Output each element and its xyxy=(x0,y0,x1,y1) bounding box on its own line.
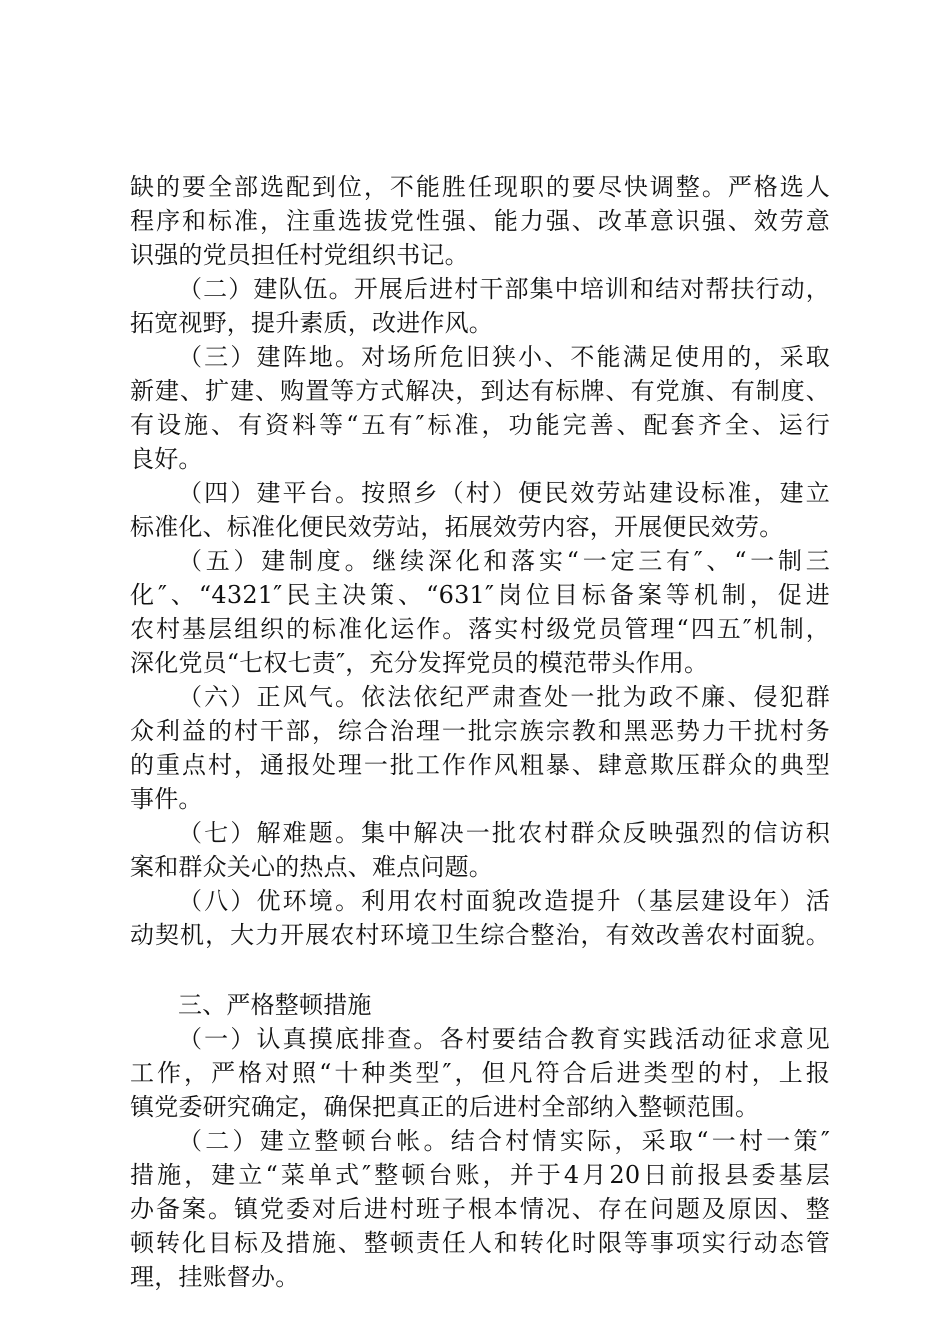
text-line: 顿转化目标及措施、整顿责任人和转化时限等事项实行动态管 xyxy=(130,1229,830,1257)
text-line: 拓宽视野，提升素质，改进作风。 xyxy=(130,309,493,337)
text-line: 案和群众关心的热点、难点问题。 xyxy=(130,853,493,881)
text-line: 办备案。镇党委对后进村班子根本情况、存在问题及原因、整 xyxy=(130,1195,830,1223)
section-heading: 三、严格整顿措施 xyxy=(178,991,372,1019)
text-line: （二）建立整顿台帐。结合村情实际，采取“一村一策″ xyxy=(178,1127,830,1155)
text-line: （五）建制度。继续深化和落实“一定三有″、“一制三 xyxy=(178,547,830,575)
text-line: 理，挂账督办。 xyxy=(130,1263,300,1291)
text-line: 的重点村，通报处理一批工作作风粗暴、肆意欺压群众的典型 xyxy=(130,751,830,779)
text-line: 镇党委研究确定，确保把真正的后进村全部纳入整顿范围。 xyxy=(130,1093,760,1121)
text-line: （三）建阵地。对场所危旧狭小、不能满足使用的，采取 xyxy=(178,343,830,371)
text-line: 措施，建立“菜单式″整顿台账，并于4月20日前报县委基层 xyxy=(130,1161,830,1189)
text-line: 良好。 xyxy=(130,445,203,473)
text-line: 化″、“4321″民主决策、“631″岗位目标备案等机制，促进 xyxy=(130,581,830,609)
text-line: （一）认真摸底排查。各村要结合教育实践活动征求意见 xyxy=(178,1025,830,1053)
text-line: 事件。 xyxy=(130,785,203,813)
text-line: （二）建队伍。开展后进村干部集中培训和结对帮扶行动， xyxy=(178,275,830,303)
text-line: 工作，严格对照“十种类型″，但凡符合后进类型的村，上报 xyxy=(130,1059,830,1087)
text-line: 农村基层组织的标准化运作。落实村级党员管理“四五″机制， xyxy=(130,615,830,643)
text-line: （六）正风气。依法依纪严肃查处一批为政不廉、侵犯群 xyxy=(178,683,830,711)
text-line: 有设施、有资料等“五有″标准，功能完善、配套齐全、运行 xyxy=(130,411,830,439)
text-line: 新建、扩建、购置等方式解决，到达有标牌、有党旗、有制度、 xyxy=(130,377,830,405)
text-line: 识强的党员担任村党组织书记。 xyxy=(130,241,469,269)
text-line: （四）建平台。按照乡（村）便民效劳站建设标准，建立 xyxy=(178,479,830,507)
text-line: 缺的要全部选配到位，不能胜任现职的要尽快调整。严格选人 xyxy=(130,173,830,201)
text-line: （七）解难题。集中解决一批农村群众反映强烈的信访积 xyxy=(178,819,830,847)
text-line: （八）优环境。利用农村面貌改造提升（基层建设年）活 xyxy=(178,887,830,915)
text-line: 标准化、标准化便民效劳站，拓展效劳内容，开展便民效劳。 xyxy=(130,513,784,541)
text-line: 程序和标准，注重选拔党性强、能力强、改革意识强、效劳意 xyxy=(130,207,830,235)
text-line: 深化党员“七权七责″，充分发挥党员的模范带头作用。 xyxy=(130,649,709,677)
text-line: 众利益的村干部，综合治理一批宗族宗教和黑恶势力干扰村务 xyxy=(130,717,830,745)
text-line: 动契机，大力开展农村环境卫生综合整治，有效改善农村面貌。 xyxy=(130,921,830,949)
